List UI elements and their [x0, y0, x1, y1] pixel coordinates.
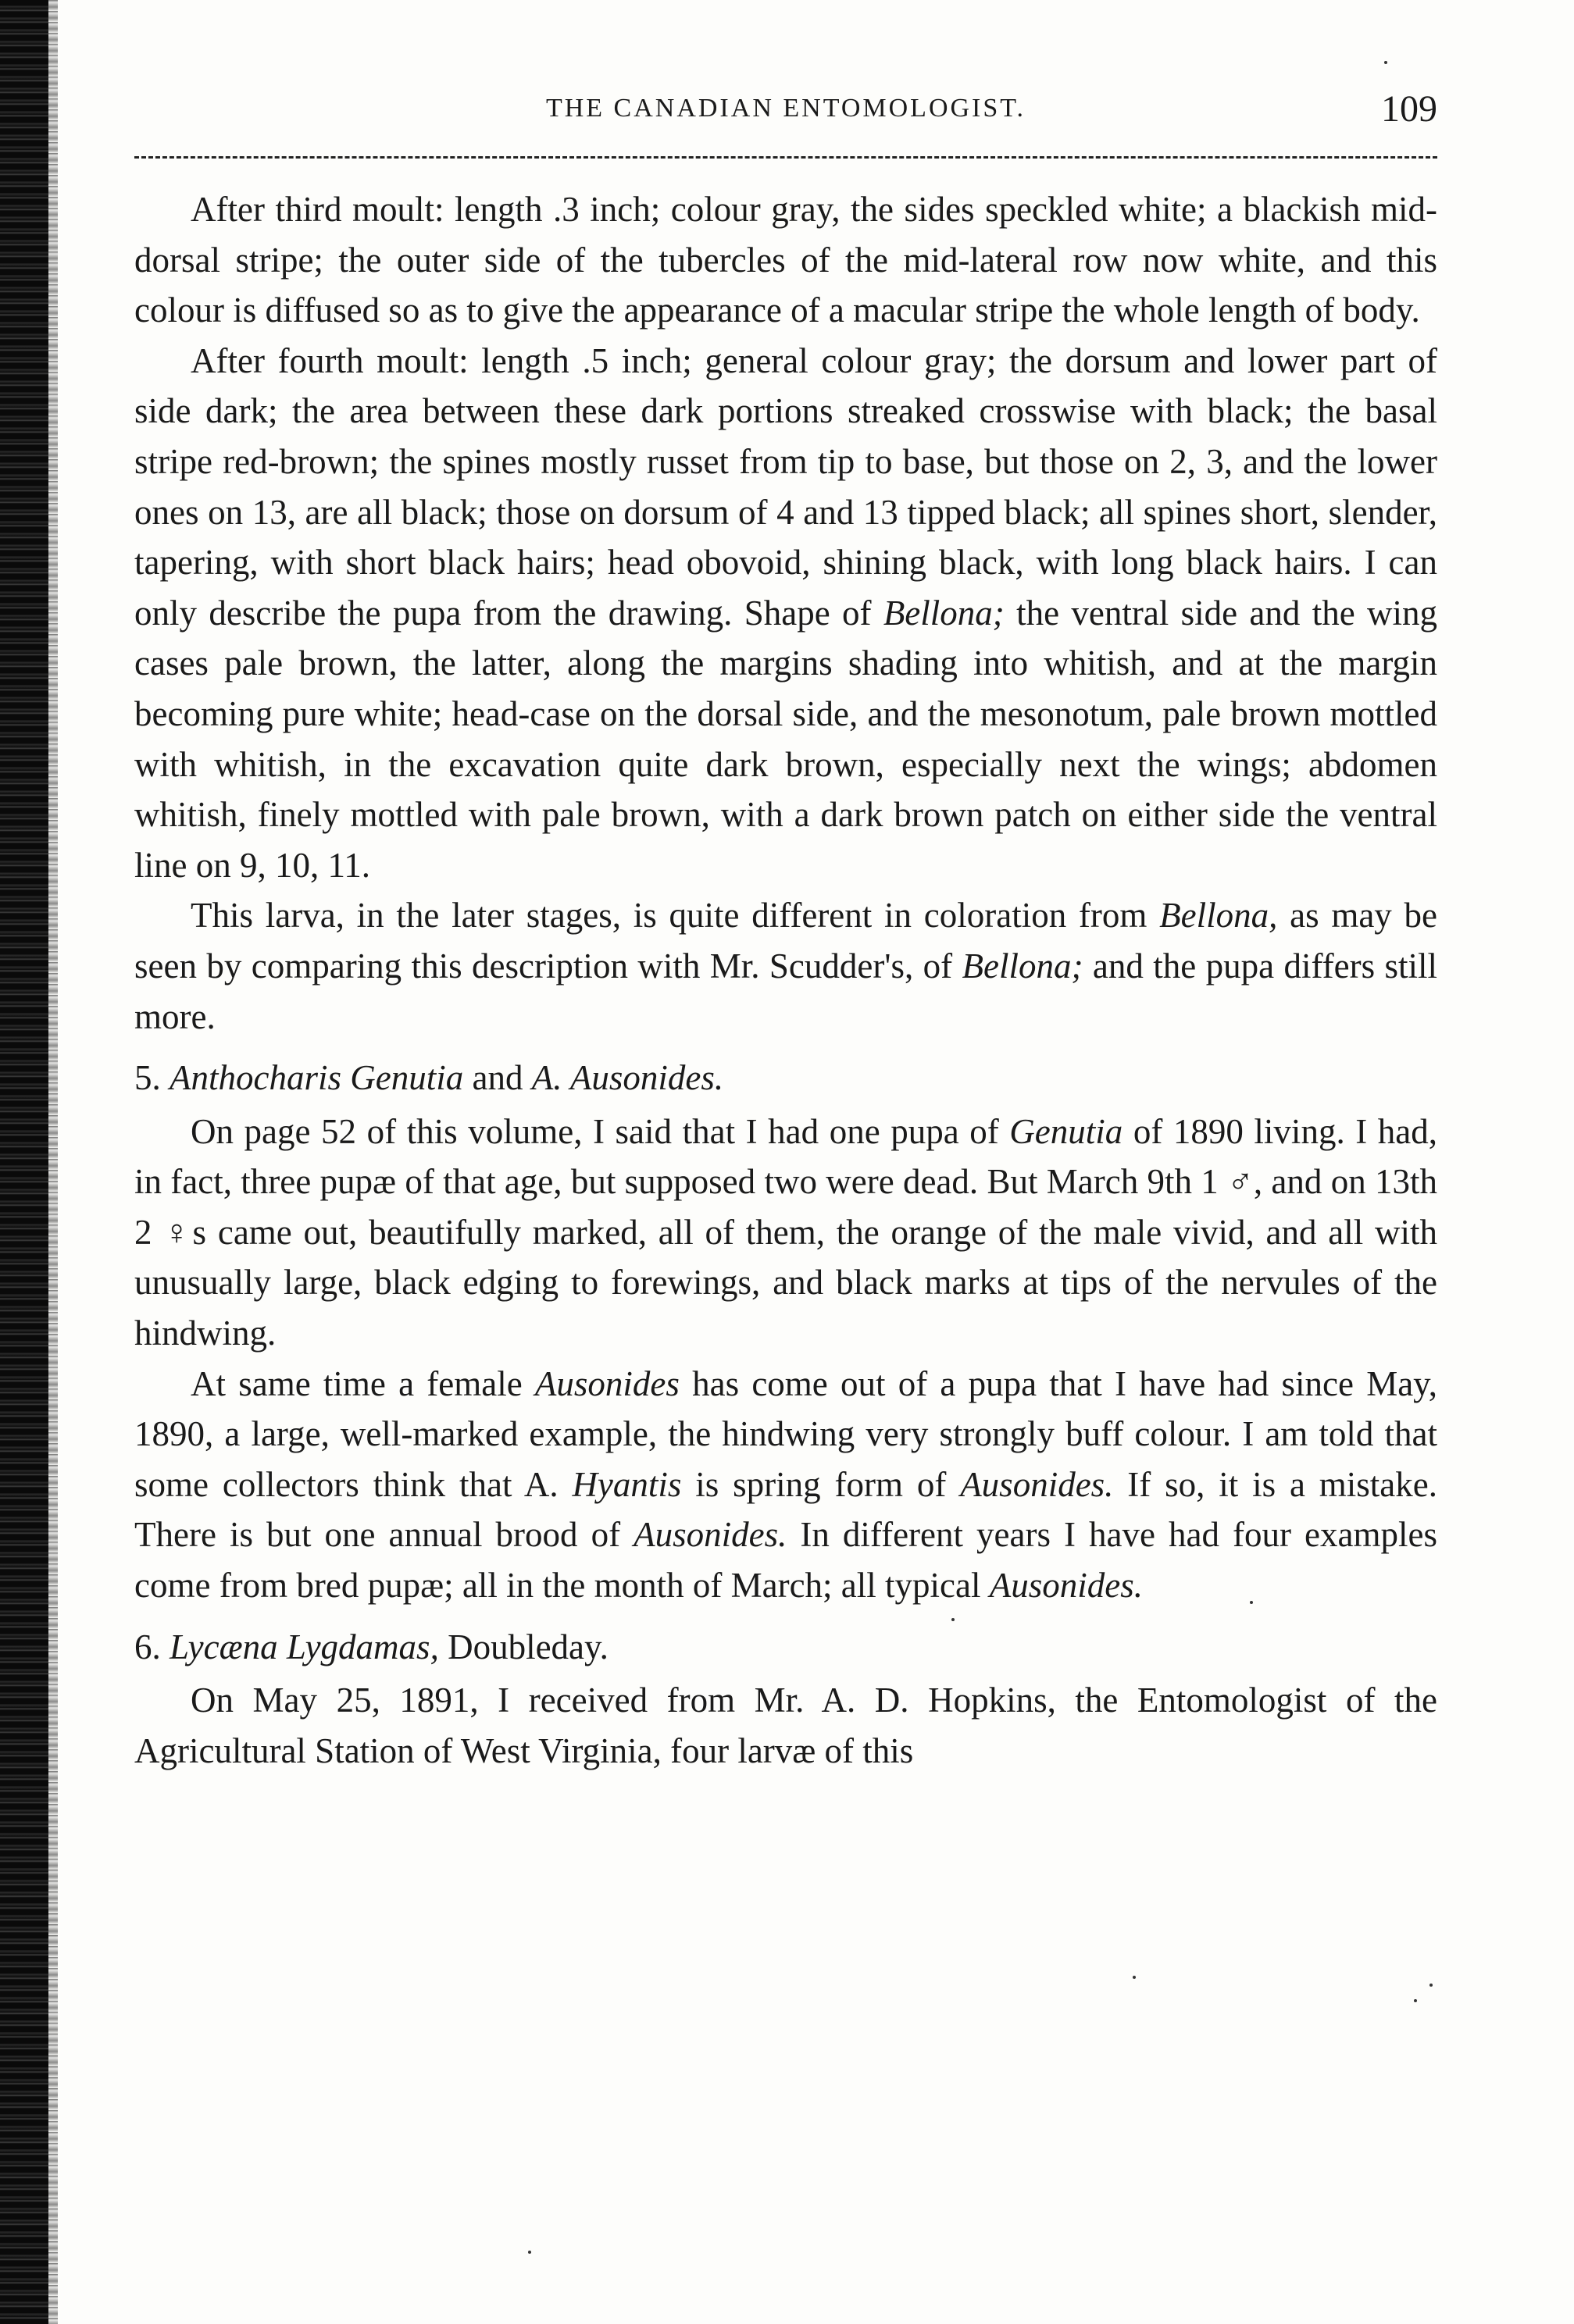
paragraph-fourth-moult: After fourth moult: length .5 inch; general colour gray; the dorsum and lower part of side dark; the area between these dark portions streaked crosswise with black; the basal stripe red-brown; the spines mostly russet from tip to base, but those on 2, 3, and the lower ones on 13, are all black; those on dorsum of 4 and 13 tipped black; all spines short, slender, tapering, with short black hairs; head obovoid, shining black, with long black hairs. I can only describe the pupa from the drawing. Shape of Bellona; the ventral side and the wing cases pale brown, the latter, along the margins shading into whitish, and at the margin becoming pure white; head-case on the dorsal side, and the mesonotum, pale brown mottled with whitish, in the excavation quite dark brown, especially next the wings; abdomen whitish, finely mottled with pale brown, with a dark brown patch on either side the ventral line on 9, 10, 11.: [134, 340, 1437, 885]
scan-speck: [528, 2251, 531, 2254]
section-heading-5: 5. Anthocharis Genutia and A. Ausonides.: [134, 1058, 724, 1098]
binding-edge: [0, 0, 48, 2324]
scan-speck: [1429, 1984, 1433, 1987]
scan-speck: [951, 1618, 955, 1621]
page-header: [134, 87, 1437, 131]
paragraph-ausonides: At same time a female Ausonides has come out of a pupa that I have had since May, 1890, a large, well-marked example, the hindwing very strongly buff colour. I am told that some collectors think that A. Hyantis is spring form of Ausonides. If so, it is a mistake. There is but one annual brood of Ausonides. In different years I have had four examples come from bred pupæ; all in the month of March; all typical Ausonides.: [134, 1363, 1438, 1606]
paragraph-larva-comparison: This larva, in the later stages, is quite different in coloration from Bellona, as may be seen by comparing this description with Mr. Scudder's, of Bellona; and the pupa differs still more.: [134, 896, 1437, 1036]
paragraph-lygdamas: On May 25, 1891, I received from Mr. A. D. Hopkins, the Entomologist of the Agricultural Station of West Virginia, four larvæ of this: [134, 1681, 1437, 1770]
running-head: THE CANADIAN ENTOMOLOGIST.: [545, 94, 1026, 123]
body-text: [134, 184, 1437, 1776]
paragraph-third-moult: After third moult: length .3 inch; colour gray, the sides speckled white; a blackish mid-dorsal stripe; the outer side of the tubercles of the mid-lateral row now white, and this colour is diffused so as to give the appearance of a macular stripe the whole length of body.: [134, 190, 1437, 330]
scan-speck: [1133, 1976, 1136, 1979]
scan-speck: [1384, 61, 1387, 64]
scan-speck: [1414, 1999, 1417, 2002]
scan-speck: [1250, 1601, 1253, 1604]
paragraph-genutia: On page 52 of this volume, I said that I had one pupa of Genutia of 1890 living. I had, in fact, three pupæ of that age, but supposed two were dead. But March 9th 1 ♂, and on 13th 2 ♀s came out, beautifully marked, all of them, the orange of the male vivid, and all with unusually large, black edging to forewings, and black marks at tips of the nervules of the hindwing.: [134, 1111, 1438, 1353]
page-number: 109: [1381, 88, 1437, 130]
header-rule: [134, 156, 1437, 159]
section-heading-6: 6. Lycæna Lygdamas, Doubleday.: [134, 1627, 609, 1666]
